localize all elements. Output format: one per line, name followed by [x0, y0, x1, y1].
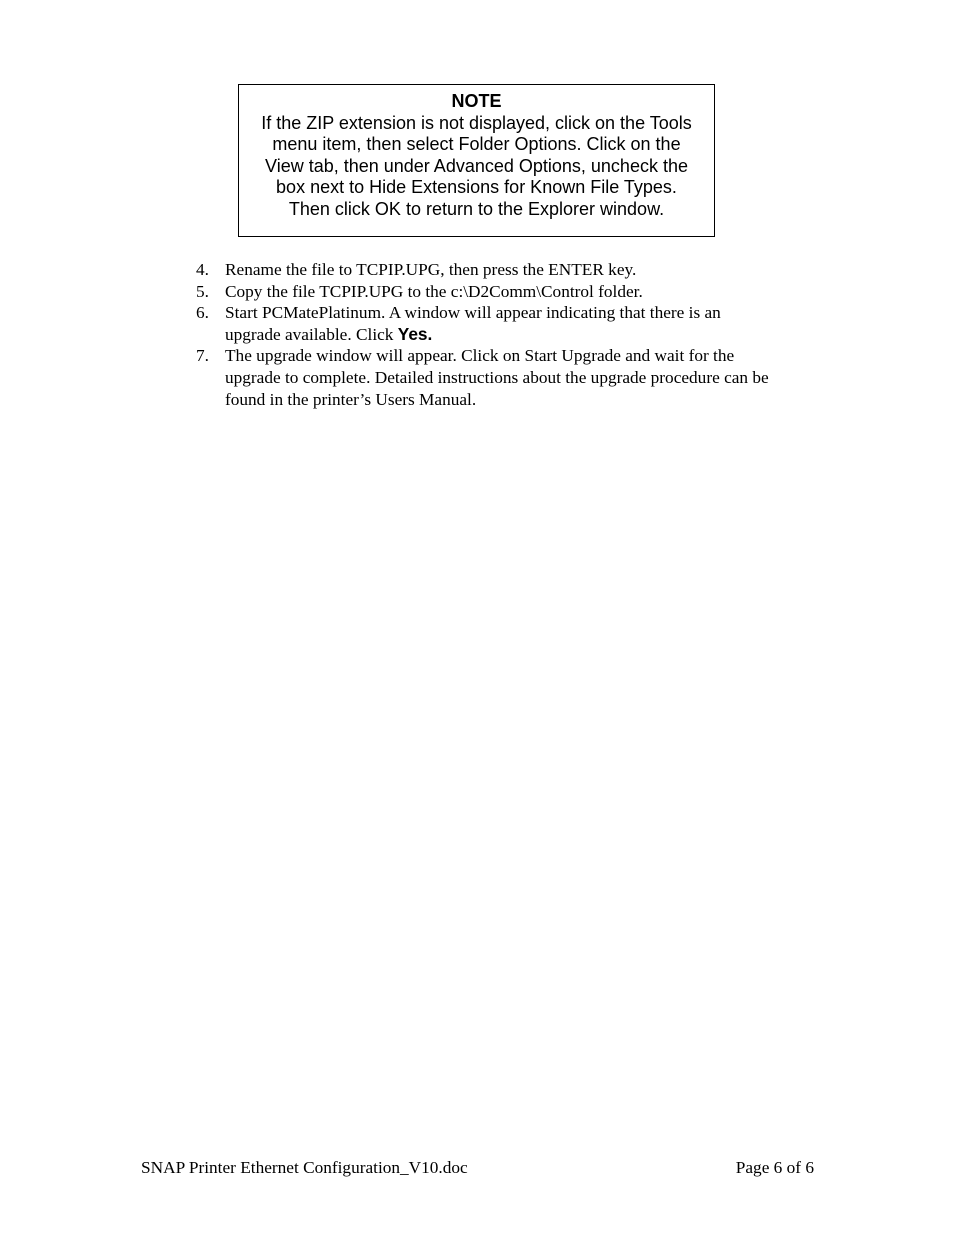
step-7 [196, 345, 826, 410]
instruction-steps [196, 259, 826, 410]
note-line: View tab, then under Advanced Options, uncheck the [265, 155, 688, 176]
note-box [238, 84, 715, 237]
step-4 [196, 259, 826, 281]
step-text [225, 259, 826, 281]
page-footer [141, 1157, 814, 1178]
footer-page-number: Page 6 of 6 [735, 1158, 814, 1177]
yes-emphasis: Yes. [397, 323, 433, 344]
note-title: NOTE [451, 91, 502, 111]
note-line: If the ZIP extension is not displayed, click on the Tools [261, 112, 692, 133]
step-line: found in the printer’s Users Manual. [225, 389, 477, 409]
step-number: 5. [196, 281, 209, 301]
step-number: 4. [196, 260, 209, 279]
step-5 [196, 281, 826, 303]
step-line: The upgrade window will appear. Click on Start Upgrade and wait for the [225, 346, 735, 366]
note-line: menu item, then select Folder Options. Click on the [272, 134, 681, 155]
step-text [225, 302, 826, 345]
step-number: 7. [196, 346, 209, 366]
step-number: 6. [196, 303, 209, 323]
note-line: Then click OK to return to the Explorer window. [288, 198, 665, 219]
note-line: box next to Hide Extensions for Known File Types. [276, 177, 677, 198]
step-6 [196, 302, 826, 345]
step-line: Copy the file TCPIP.UPG to the c:\D2Comm\Control folder. [225, 281, 643, 301]
step-line: Rename the file to TCPIP.UPG, then press the ENTER key. [225, 260, 637, 279]
step-line: upgrade available. Click [225, 324, 398, 344]
step-text [225, 345, 826, 410]
footer-filename: SNAP Printer Ethernet Configuration_V10.doc [141, 1158, 468, 1177]
step-line: Start PCMatePlatinum. A window will appear indicating that there is an [225, 303, 721, 323]
step-line: upgrade to complete. Detailed instructions about the upgrade procedure can be [225, 367, 769, 387]
step-text [225, 281, 826, 303]
